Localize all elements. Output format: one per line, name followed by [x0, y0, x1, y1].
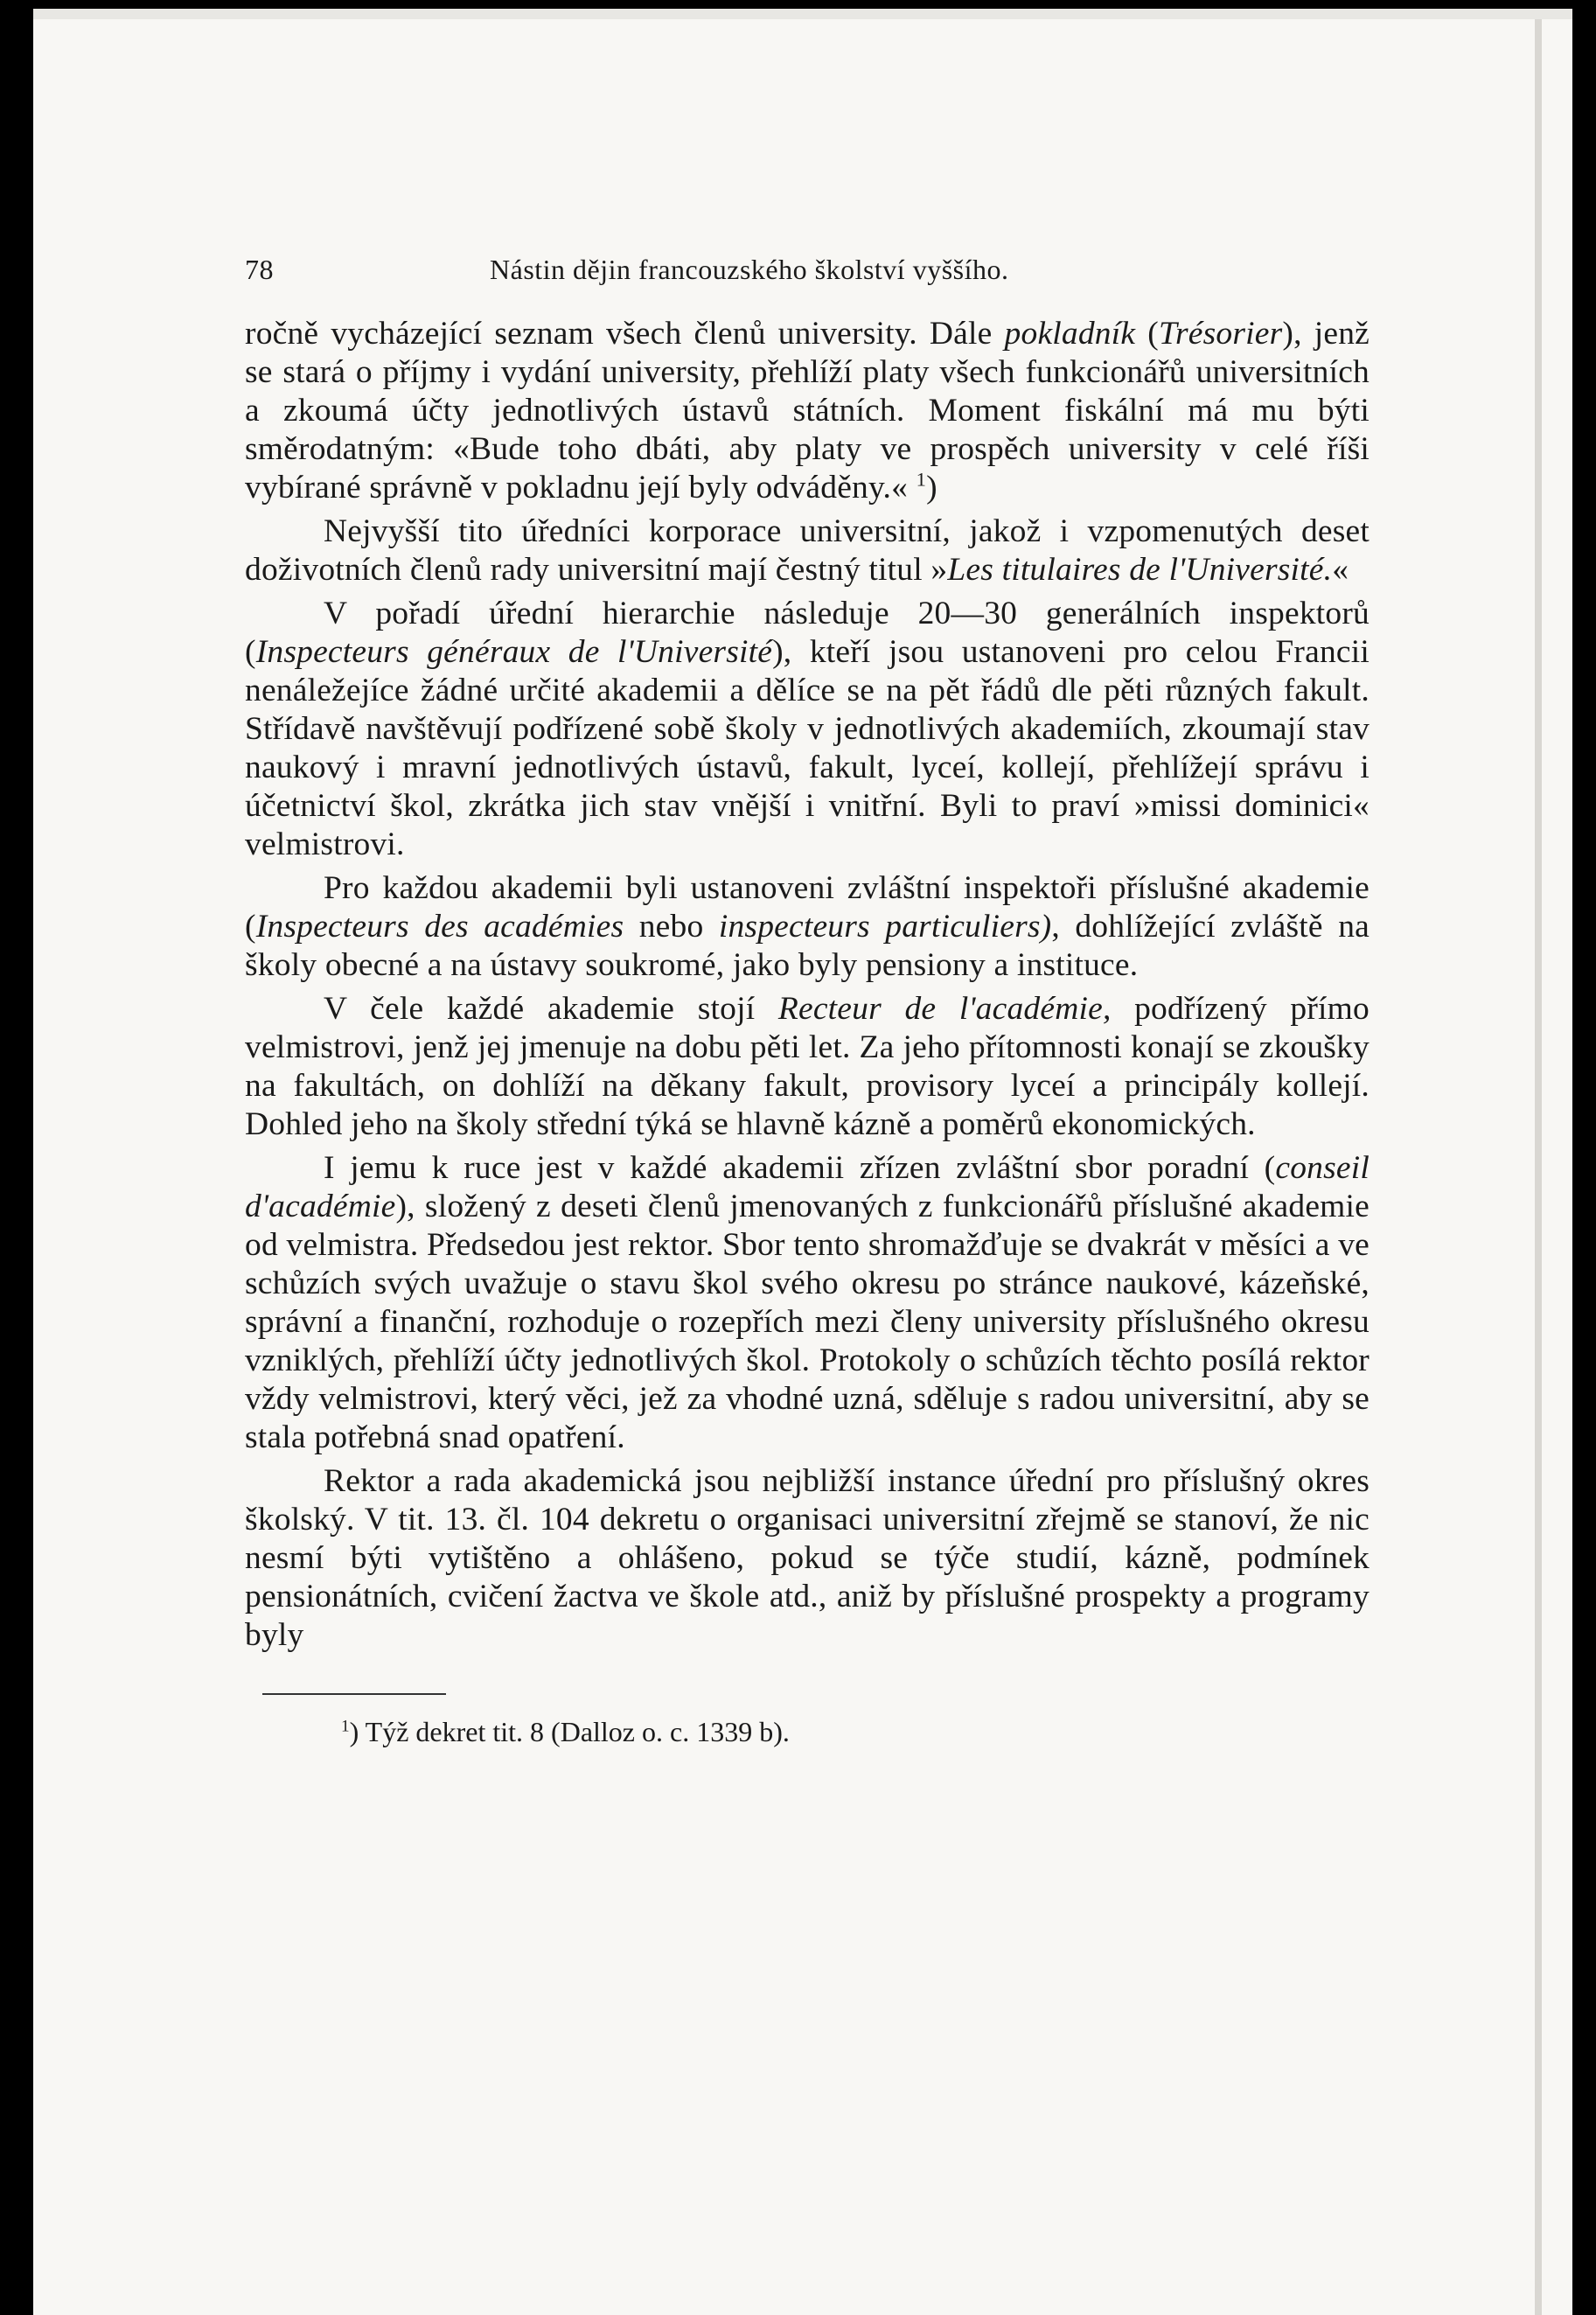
running-header [245, 254, 1369, 315]
italic-term: pokladník [1004, 316, 1136, 352]
paragraph [245, 990, 1369, 1144]
footnote-marker: 1 [341, 1717, 350, 1736]
footnote-text: ) Týž dekret tit. 8 (Dalloz o. c. 1339 b). [349, 1716, 790, 1747]
text-run: I jemu k ruce jest v každé akademii zřízen zvláštní sbor poradní ( [324, 1150, 1276, 1186]
paragraph [245, 869, 1369, 985]
footnote [245, 1712, 1369, 1751]
page-right-edge [1535, 19, 1542, 2315]
text-run: « [1332, 552, 1349, 588]
italic-term: Recteur de l'académie, [777, 991, 1112, 1027]
body-text [245, 315, 1369, 1655]
text-run: nebo [624, 909, 719, 945]
text-run: ) [926, 470, 937, 506]
italic-term: Inspecteurs généraux de l'Université [255, 634, 773, 670]
italic-term: conseil d'académie [245, 1150, 1369, 1224]
text-run: ( [1135, 316, 1159, 352]
italic-term: inspecteurs particuliers) [718, 909, 1052, 945]
footnote-reference: 1 [916, 468, 927, 491]
text-run: Pro každou akademii byli ustanoveni zvláštní inspektoři příslušné akademie ( [245, 870, 1369, 945]
footnote-rule [262, 1693, 446, 1695]
paragraph [245, 1149, 1369, 1457]
text-run: , dohlížející zvláště na školy obecné a na ústavy soukromé, jako byly pensiony a instituce. [245, 909, 1369, 983]
paragraph [245, 513, 1369, 589]
text-run: ), kteří jsou ustanoveni pro celou Francii nenáležejíce žádné určité akademii a dělíce se na pět řádů dle pěti různých fakult. Střídavě navštěvují podřízené sobě školy v jednotlivých akademiích, zkoumají stav naukový i mravní jednotlivých ústavů, fakult, lyceí, kollejí, přehlížejí správu i účetnictví škol, zkrátka jich stav vnější i vnitřní. Byli to praví »missi dominici« velmistrovi. [245, 634, 1369, 862]
paragraph [245, 1462, 1369, 1655]
text-run: podřízený přímo velmistrovi, jenž jej jmenuje na dobu pěti let. Za jeho přítomnosti konají se zkoušky na fakultách, on dohlíží na děkany fakult, provisory lyceí a principály kollejí. Dohled jeho na školy střední týká se hlavně kázně a poměrů ekonomických. [245, 991, 1369, 1142]
text-run: V čele každé akademie stojí [324, 991, 778, 1027]
text-run: V pořadí úřední hierarchie následuje 20—30 generálních inspektorů ( [245, 596, 1369, 670]
page-text-block [245, 254, 1369, 1751]
italic-term: Les titulaires de l'Université. [947, 552, 1333, 588]
italic-term: Trésorier [1158, 316, 1283, 352]
text-run: Nejvyšší tito úředníci korporace universitní, jakož i vzpomenutých deset doživotních členů rady universitní mají čestný titul » [245, 513, 1369, 588]
page-number: 78 [245, 254, 274, 285]
text-run: ), jenž se stará o příjmy i vydání university, přehlíží platy všech funkcionářů universitních a zkoumá účty jednotlivých ústavů státních. Moment fiskální má mu býti směrodatným: «Bude toho dbáti, aby platy ve prospěch university v celé říši vybírané správně v pokladnu její byly odváděny.« [245, 316, 1369, 506]
italic-term: Inspecteurs des académies [255, 909, 624, 945]
text-run: Rektor a rada akademická jsou nejbližší instance úřední pro příslušný okres školský. V tit. 13. čl. 104 dekretu o organisaci universitní zřejmě se stanoví, že nic nesmí býti vytištěno a ohlášeno, pokud se týče studií, kázně, podmínek pensionátních, cvičení žactva ve škole atd., aniž by příslušné prospekty a programy byly [245, 1463, 1369, 1653]
paragraph [245, 595, 1369, 864]
running-title: Nástin dějin francouzského školství vyššího. [490, 254, 1009, 285]
paragraph [245, 315, 1369, 507]
text-run: ), složený z deseti členů jmenovaných z funkcionářů příslušné akademie od velmistra. Předsedou jest rektor. Sbor tento shromažďuje se dvakrát v měsíci a ve schůzích svých uvažuje o stavu škol svého okresu po stránce naukové, kázeňské, správní a finanční, rozhoduje o rozepřích mezi členy university příslušného okresu vzniklých, přehlíží účty jednotlivých škol. Protokoly o schůzích těchto posílá rektor vždy velmistrovi, který věci, jež za vhodné uzná, sděluje s radou universitní, aby se stala potřebná snad opatření. [245, 1189, 1369, 1455]
text-run: ročně vycházející seznam všech členů university. Dále [245, 316, 1005, 352]
